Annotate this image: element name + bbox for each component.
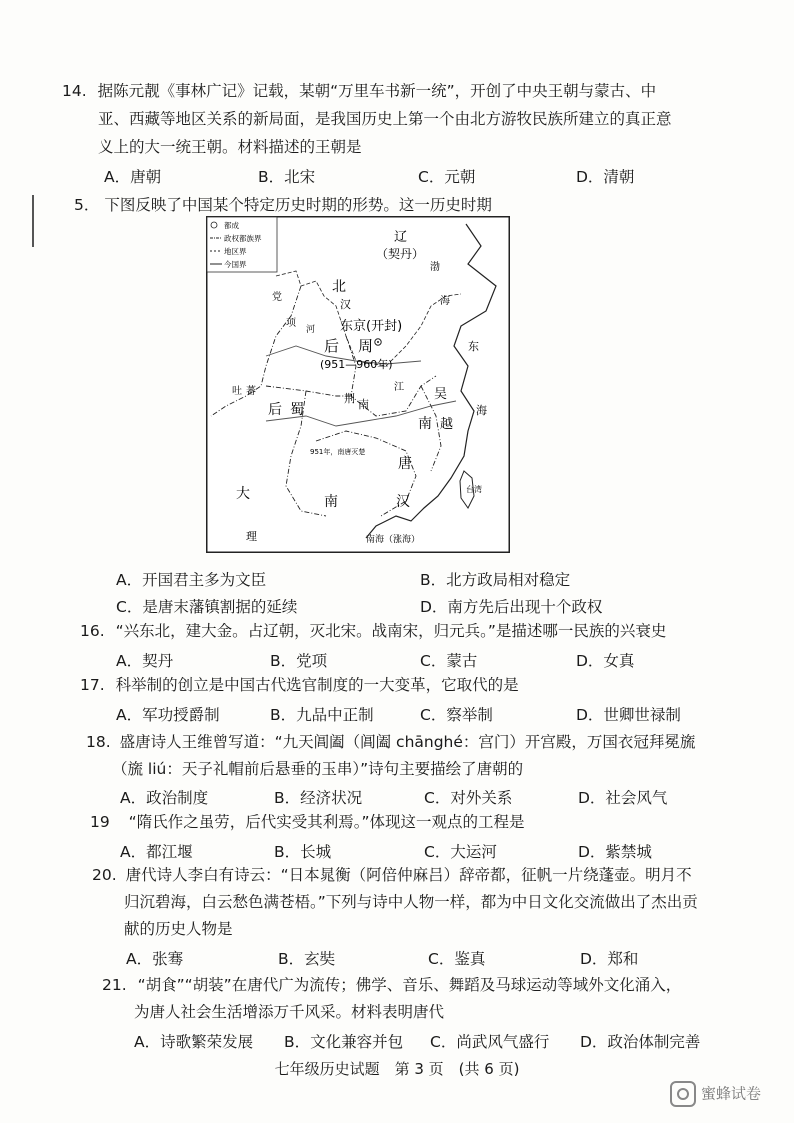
- watermark: [670, 1081, 761, 1107]
- map-label-shu: 蜀: [290, 402, 304, 418]
- map-label-qidan: （契丹）: [376, 247, 425, 261]
- option-d[interactable]: D．社会风气: [578, 789, 668, 807]
- option-a[interactable]: A．开国君主多为文臣: [116, 571, 267, 589]
- scan-margin-line: [32, 195, 34, 247]
- question-line: 唐代诗人李白有诗云：“日本晁衡（阿倍仲麻吕）辞帝都，征帆一片绕蓬壶。明月不: [125, 866, 692, 884]
- question-19: [90, 809, 524, 836]
- map-label-houshu: 后: [268, 402, 282, 418]
- map-label-nanhai: 南海（涨海）: [366, 535, 421, 545]
- option-a[interactable]: A．政治制度: [120, 789, 209, 807]
- option-a[interactable]: A．唐朝: [104, 168, 162, 186]
- map-label-wuyue: 吴: [434, 387, 448, 402]
- question-16: [80, 618, 666, 645]
- legend-item: 地区界: [224, 247, 247, 256]
- question-line: 亚、西藏等地区关系的新局面，是我国历史上第一个由北方游牧民族所建立的真正意: [98, 110, 672, 128]
- map-label-han: 汉: [340, 298, 351, 311]
- question-20: [92, 862, 692, 889]
- legend-item: 政权都族界: [224, 234, 262, 243]
- map-label-bei: 北: [332, 279, 346, 295]
- question-line: 下图反映了中国某个特定历史时期的形势。这一历史时期: [104, 196, 492, 214]
- question-number: 21.: [102, 976, 127, 994]
- option-b[interactable]: B．北宋: [258, 168, 316, 186]
- map-label-bohai: 海: [440, 296, 450, 307]
- question-number: 18.: [86, 733, 111, 751]
- map-label-nantang: 南: [418, 416, 432, 432]
- map-label-donghai: 东: [468, 340, 479, 353]
- map-label-wuyue: 越: [440, 417, 454, 432]
- option-c[interactable]: C．大运河: [424, 843, 497, 861]
- map-label-jingnan: 南: [358, 398, 369, 411]
- question-21: [102, 972, 681, 999]
- option-b[interactable]: B．经济状况: [274, 789, 363, 807]
- question-line: 归沉碧海，白云愁色满苍梧。”下列与诗中人物一样，都为中日文化交流做出了杰出贡: [124, 893, 698, 911]
- historical-map: [206, 216, 510, 553]
- map-label-jingnan: 荆: [344, 392, 355, 405]
- option-b[interactable]: B．党项: [270, 652, 328, 670]
- option-c[interactable]: C．对外关系: [424, 789, 513, 807]
- question-number: 17.: [80, 676, 105, 694]
- option-d[interactable]: D．世卿世禄制: [576, 706, 681, 724]
- question-17: [80, 672, 519, 699]
- map-label-nanhan: 南: [324, 494, 338, 510]
- map-label-bohai: 渤: [430, 262, 440, 273]
- option-a[interactable]: A．军功授爵制: [116, 706, 220, 724]
- question-18: [86, 729, 695, 756]
- option-a[interactable]: A．契丹: [116, 652, 174, 670]
- option-b[interactable]: B．长城: [274, 843, 332, 861]
- map-label-dongjing: 东京(开封): [340, 319, 403, 334]
- map-label-zhou: 周: [358, 337, 374, 355]
- map-label-he: 河: [306, 325, 316, 335]
- question-15: [74, 192, 492, 219]
- question-number: 20.: [92, 866, 117, 884]
- option-c[interactable]: C．尚武风气盛行: [430, 1033, 550, 1051]
- question-line: 为唐人社会生活增添万千风采。材料表明唐代: [134, 1003, 445, 1021]
- question-14: [62, 78, 656, 105]
- question-line: （旒 liú：天子礼帽前后悬垂的玉串）”诗句主要描绘了唐朝的: [112, 760, 524, 778]
- option-c[interactable]: C．蒙古: [420, 652, 478, 670]
- map-label-tubo: 吐: [232, 386, 242, 397]
- option-b[interactable]: B．北方政局相对稳定: [420, 571, 571, 589]
- option-a[interactable]: A．都江堰: [120, 843, 193, 861]
- option-a[interactable]: A．张骞: [126, 950, 184, 968]
- map-label-dangxiang: 党: [272, 292, 282, 303]
- map-label-nanhan: 汉: [396, 494, 410, 510]
- option-c[interactable]: C．察举制: [420, 706, 493, 724]
- option-c[interactable]: C．鉴真: [428, 950, 486, 968]
- option-d[interactable]: D．女真: [576, 652, 635, 670]
- option-d[interactable]: D．政治体制完善: [580, 1033, 701, 1051]
- map-label-hou: 后: [324, 337, 340, 355]
- option-b[interactable]: B．九品中正制: [270, 706, 374, 724]
- question-line: 科举制的创立是中国古代选官制度的一大变革，它取代的是: [115, 676, 519, 694]
- question-number: 19: [90, 813, 110, 831]
- map-label-nantang: 唐: [398, 456, 412, 472]
- watermark-logo-icon: [670, 1081, 696, 1107]
- map-label-chu-note: 951年，南唐灭楚: [310, 448, 366, 456]
- map-label-donghai: 海: [476, 404, 487, 417]
- map-label-years: (951—960年): [320, 358, 393, 371]
- map-label-taiwan: 台湾: [466, 485, 482, 494]
- map-label-dali: 大: [236, 486, 250, 502]
- question-number: 16.: [80, 622, 105, 640]
- map-label-liao: 辽: [394, 230, 408, 245]
- option-b[interactable]: B．文化兼容并包: [284, 1033, 404, 1051]
- map-label-dali: 理: [246, 530, 257, 543]
- option-d[interactable]: D．郑和: [580, 950, 639, 968]
- option-c[interactable]: C．是唐末藩镇割据的延续: [116, 598, 298, 616]
- question-line: “胡食”“胡装”在唐代广为流传；佛学、音乐、舞蹈及马球运动等域外文化涌入，: [137, 976, 682, 994]
- page-footer: 七年级历史试题 第 3 页 (共 6 页): [274, 1060, 520, 1078]
- question-line: “兴东北，建大金。占辽朝，灭北宋。战南宋，归元兵。”是描述哪一民族的兴衰史: [115, 622, 667, 640]
- option-d[interactable]: D．紫禁城: [578, 843, 652, 861]
- question-line: 盛唐诗人王维曾写道：“九天阊阖（阊阖 chānghé：宫门）开宫殿，万国衣冠拜冕旒: [119, 733, 696, 751]
- watermark-text: 蜜蜂试卷: [701, 1084, 762, 1103]
- option-c[interactable]: C．元朝: [418, 168, 476, 186]
- question-number: 5．: [74, 196, 100, 214]
- legend-item: 都成: [224, 221, 239, 230]
- option-a[interactable]: A．诗歌繁荣发展: [134, 1033, 254, 1051]
- question-line: 义上的大一统王朝。材料描述的王朝是: [98, 138, 362, 156]
- question-line: “隋氏作之虽劳，后代实受其利焉。”体现这一观点的工程是: [128, 813, 525, 831]
- question-line: 据陈元靓《事林广记》记载，某朝“万里车书新一统”，开创了中央王朝与蒙古、中: [97, 82, 657, 100]
- map-label-xiang: 项: [286, 318, 296, 329]
- question-number: 14.: [62, 82, 87, 100]
- map-label-tubo: 蕃: [246, 386, 256, 397]
- option-d[interactable]: D．南方先后出现十个政权: [420, 598, 603, 616]
- legend-item: 今国界: [224, 260, 247, 269]
- option-b[interactable]: B．玄奘: [278, 950, 336, 968]
- question-line: 献的历史人物是: [124, 920, 233, 938]
- map-label-jiang: 江: [394, 382, 404, 393]
- option-d[interactable]: D．清朝: [576, 168, 635, 186]
